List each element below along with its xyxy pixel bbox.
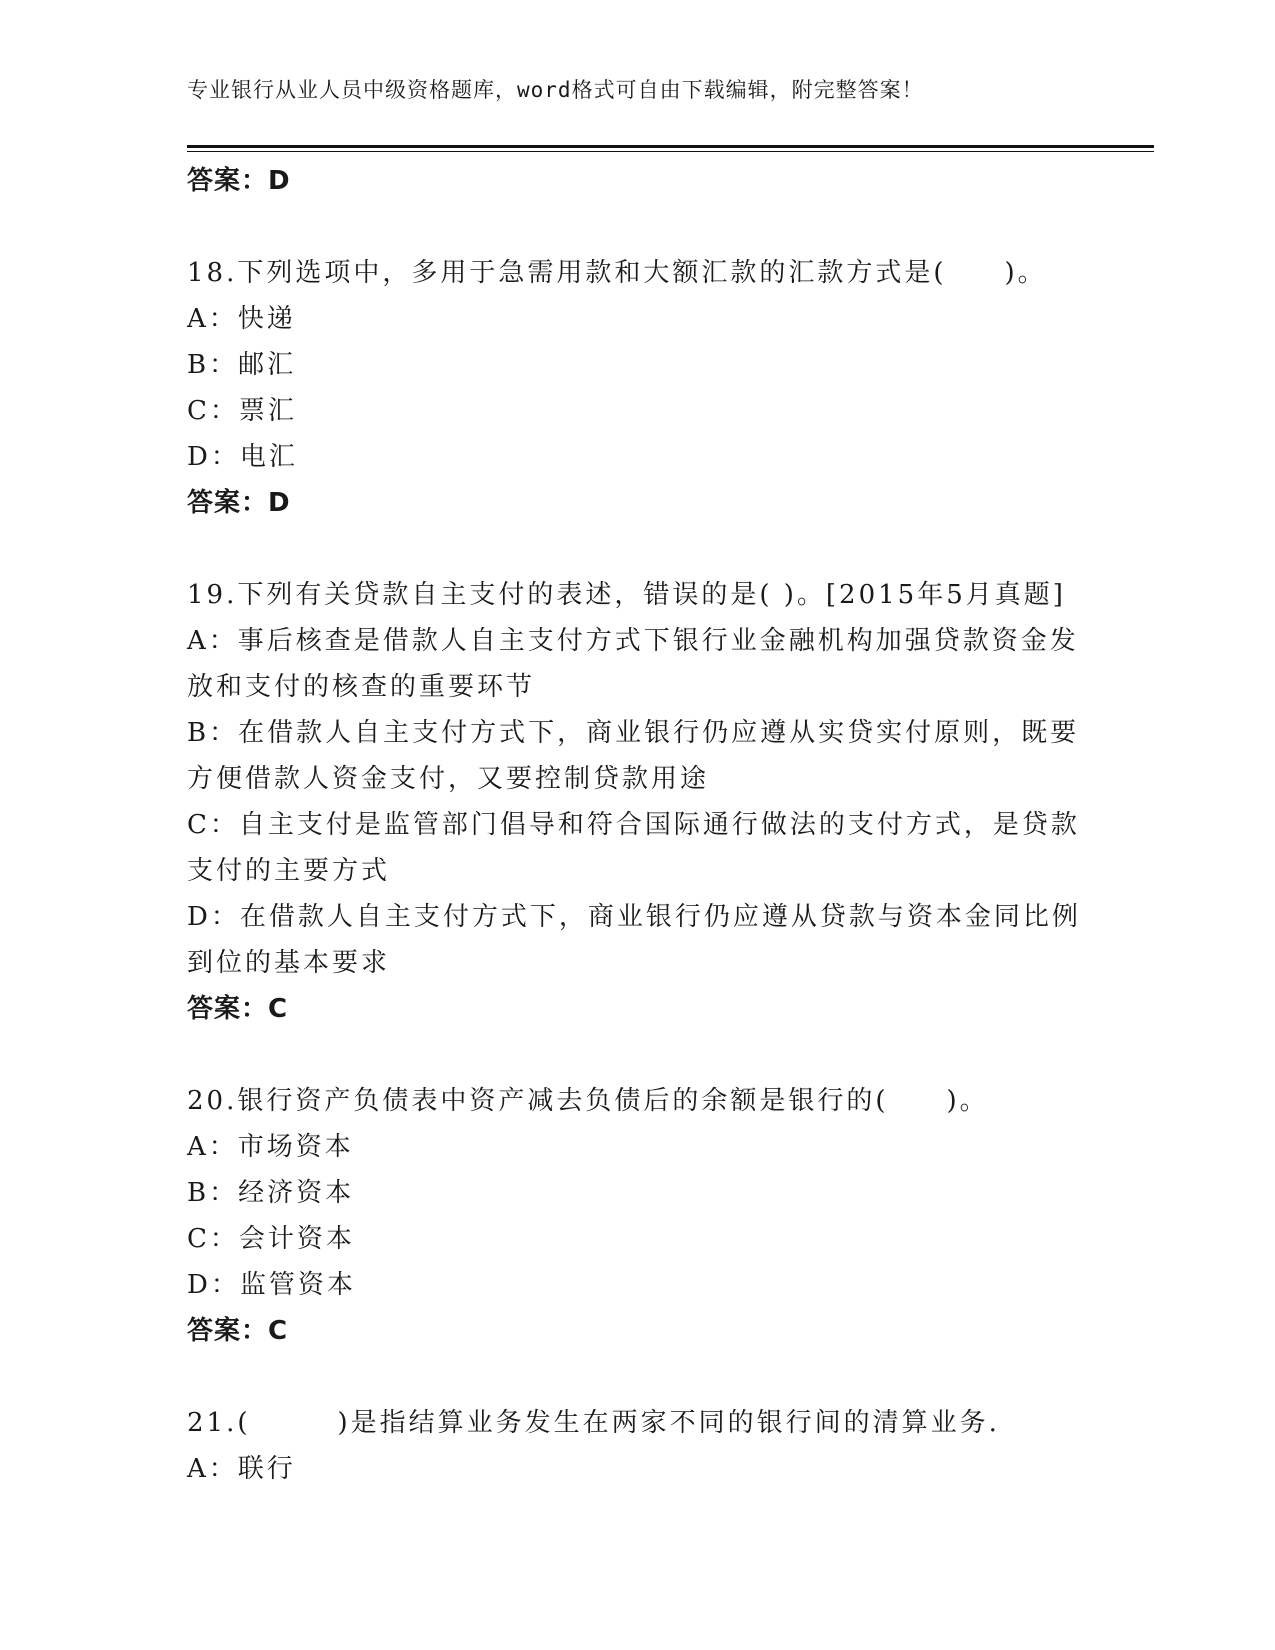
- option-text: B：经济资本: [187, 1178, 355, 1208]
- question-text: 21.( )是指结算业务发生在两家不同的银行间的清算业务.: [187, 1408, 1000, 1438]
- paragraph-gap: [187, 204, 1087, 250]
- question-list: [187, 158, 1087, 1492]
- option-text: D：监管资本: [187, 1270, 356, 1300]
- option-text: B：在借款人自主支付方式下，商业银行仍应遵从实贷实付原则，既要: [187, 718, 1080, 748]
- option-text: A：市场资本: [187, 1132, 354, 1162]
- option-text: A：事后核查是借款人自主支付方式下银行业金融机构加强贷款资金发: [187, 626, 1079, 656]
- paragraph-gap: [187, 1032, 1087, 1078]
- option-text: A：联行: [187, 1454, 296, 1484]
- page-header: 专业银行从业人员中级资格题库，word格式可自由下载编辑，附完整答案！: [187, 78, 924, 102]
- question-text: 18.下列选项中，多用于急需用款和大额汇款的汇款方式是( )。: [187, 258, 1047, 288]
- paragraph-gap: [187, 1354, 1087, 1400]
- option-text: C：自主支付是监管部门倡导和符合国际通行做法的支付方式，是贷款: [187, 810, 1080, 840]
- option-text: B：邮汇: [187, 350, 297, 380]
- option-text: 支付的主要方式: [187, 856, 391, 886]
- option-text: 到位的基本要求: [187, 948, 391, 978]
- header-rule-thick: [187, 145, 1154, 148]
- option-text: D：电汇: [187, 442, 298, 472]
- answer-line: 答案：D: [187, 166, 291, 196]
- option-text: 方便借款人资金支付，又要控制贷款用途: [187, 764, 710, 794]
- option-text: D：在借款人自主支付方式下，商业银行仍应遵从贷款与资本金同比例: [187, 902, 1081, 932]
- paragraph-gap: [187, 526, 1087, 572]
- option-text: 放和支付的核查的重要环节: [187, 672, 536, 702]
- question-text: 20.银行资产负债表中资产减去负债后的余额是银行的( )。: [187, 1086, 989, 1116]
- answer-line: 答案：D: [187, 488, 291, 518]
- answer-line: 答案：C: [187, 1316, 289, 1346]
- option-text: C：票汇: [187, 396, 297, 426]
- question-text: 19.下列有关贷款自主支付的表述，错误的是( )。[2015年5月真题]: [187, 580, 1066, 610]
- option-text: A：快递: [187, 304, 296, 334]
- option-text: C：会计资本: [187, 1224, 355, 1254]
- header-rule-thin: [187, 151, 1154, 152]
- answer-line: 答案：C: [187, 994, 289, 1024]
